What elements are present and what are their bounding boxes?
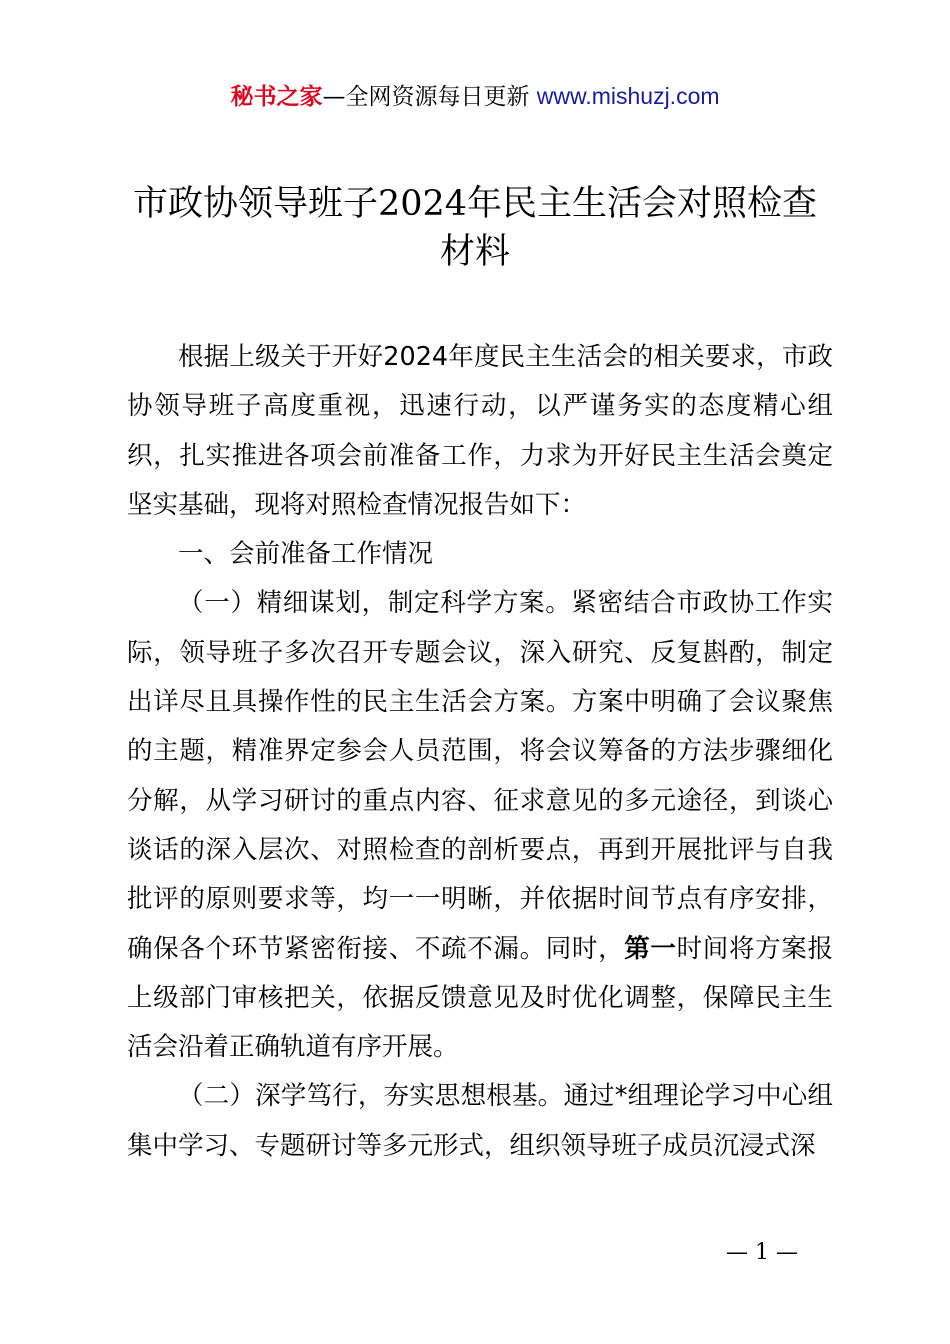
title-line-2: 材料 — [439, 232, 510, 272]
page-number: — 1 — — [726, 1240, 798, 1265]
document-title — [110, 180, 840, 276]
brand-name: 秘书之家 — [230, 84, 323, 110]
document-body — [127, 333, 833, 1171]
title-line-1: 市政协领导班子2024年民主生活会对照检查 — [132, 184, 818, 224]
site-url[interactable]: www.mishuzj.com — [536, 83, 720, 109]
section-heading-1: 一、会前准备工作情况 — [178, 539, 434, 570]
paragraph-1-text-a: （一）精细谋划，制定科学方案。紧密结合市政协工作实际，领导班子多次召开专题会议，深入研究、反复斟酌，制定出详尽且具操作性的民主生活会方案。方案中明确了会议聚焦的主题，精准界定参会人员范围，将会议筹备的方法步骤细化分解，从学习研讨的重点内容、征求意见的多元途径，到谈心谈话的深入层次、对照检查的剖析要点，再到开展批评与自我批评的原则要求等，均一一明晰，并依据时间节点有序安排，确保各个环节紧密衔接、不疏不漏。同时， — [127, 588, 833, 964]
header-tagline: —全网资源每日更新 — [322, 84, 537, 110]
paragraph-2: （二）深学笃行，夯实思想根基。通过*组理论学习中心组集中学习、专题研讨等多元形式，组织领导班子成员沉浸式深 — [127, 1081, 833, 1161]
paragraph-1 — [127, 579, 833, 1072]
paragraph-1-text-b: 时间将方案报上级部门审核把关，依据反馈意见及时优化调整，保障民主生活会沿着正确轨道有序开展。 — [127, 933, 833, 1063]
intro-paragraph: 根据上级关于开好2024年度民主生活会的相关要求，市政协领导班子高度重视，迅速行动，以严谨务实的态度精心组织，扎实推进各项会前准备工作，力求为开好民主生活会奠定坚实基础，现将对照检查情况报告如下： — [127, 342, 833, 520]
paragraph-1-bold-text: 第一 — [624, 933, 677, 964]
site-header — [0, 80, 950, 113]
